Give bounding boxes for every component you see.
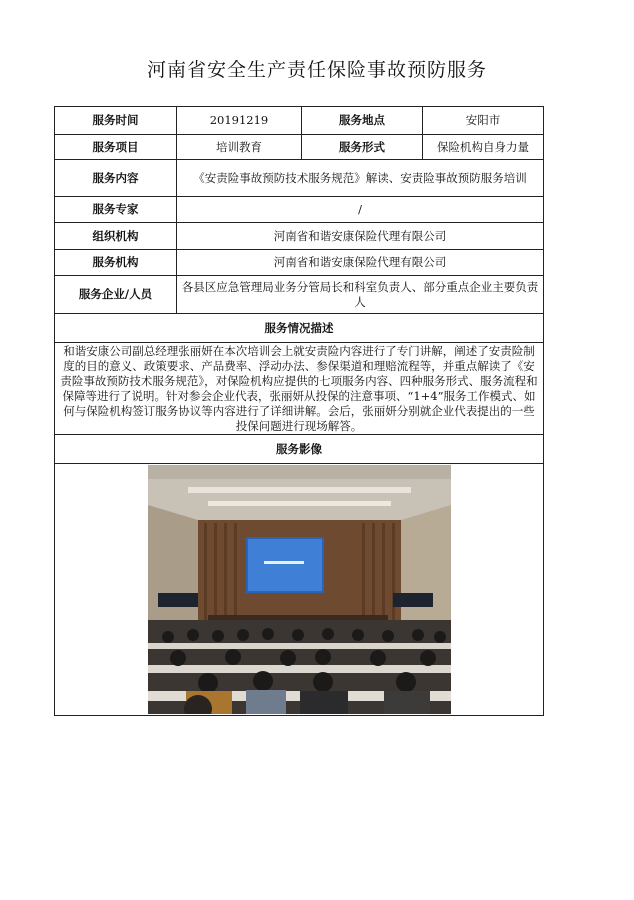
expert-value: / xyxy=(177,197,544,223)
form-value: 保险机构自身力量 xyxy=(423,135,544,160)
table-row xyxy=(55,343,544,435)
org-label: 组织机构 xyxy=(55,223,177,250)
enterprise-value: 各县区应急管理局业务分管局长和科室负责人、部分重点企业主要负责人 xyxy=(177,276,544,314)
table-row xyxy=(55,276,544,314)
content-label: 服务内容 xyxy=(55,160,177,197)
service-record-table xyxy=(54,106,544,716)
image-heading: 服务影像 xyxy=(55,435,544,464)
table-row xyxy=(55,464,544,716)
description-text: 和谐安康公司副总经理张丽妍在本次培训会上就安责险内容进行了专门讲解，阐述了安责险制度的目的意义、政策要求、产品费率、浮动办法、参保渠道和理赔流程等，并重点解读了《安责险事故预防技术服务规范》，对保险机构应提供的七项服务内容、四种服务形式、服务流程和保障等进行了说明。针对参会企业代表，张丽妍从投保的注意事项、“1+4”服务工作模式、如何与保险机构签订服务协议等内容进行了详细讲解。会后，张丽妍分别就企业代表提出的一些投保问题进行现场解答。 xyxy=(55,343,544,435)
photo-cell xyxy=(55,464,544,716)
table-row xyxy=(55,435,544,464)
table-row xyxy=(55,160,544,197)
expert-label: 服务专家 xyxy=(55,197,177,223)
table-row xyxy=(55,197,544,223)
agency-label: 服务机构 xyxy=(55,250,177,276)
table-row xyxy=(55,250,544,276)
table-row xyxy=(55,107,544,135)
item-label: 服务项目 xyxy=(55,135,177,160)
table-row xyxy=(55,135,544,160)
description-heading: 服务情况描述 xyxy=(55,314,544,343)
place-label: 服务地点 xyxy=(302,107,423,135)
place-value: 安阳市 xyxy=(423,107,544,135)
content-value: 《安责险事故预防技术服务规范》解读、安责险事故预防服务培训 xyxy=(177,160,544,197)
meeting-photo xyxy=(148,465,451,714)
org-value: 河南省和谐安康保险代理有限公司 xyxy=(177,223,544,250)
table-row xyxy=(55,314,544,343)
enterprise-label: 服务企业/人员 xyxy=(55,276,177,314)
form-label: 服务形式 xyxy=(302,135,423,160)
table-row xyxy=(55,223,544,250)
page-title: 河南省安全生产责任保险事故预防服务 xyxy=(146,59,487,81)
conference-room-image xyxy=(148,465,451,714)
time-label: 服务时间 xyxy=(55,107,177,135)
agency-value: 河南省和谐安康保险代理有限公司 xyxy=(177,250,544,276)
time-value: 20191219 xyxy=(177,107,302,135)
item-value: 培训教育 xyxy=(177,135,302,160)
